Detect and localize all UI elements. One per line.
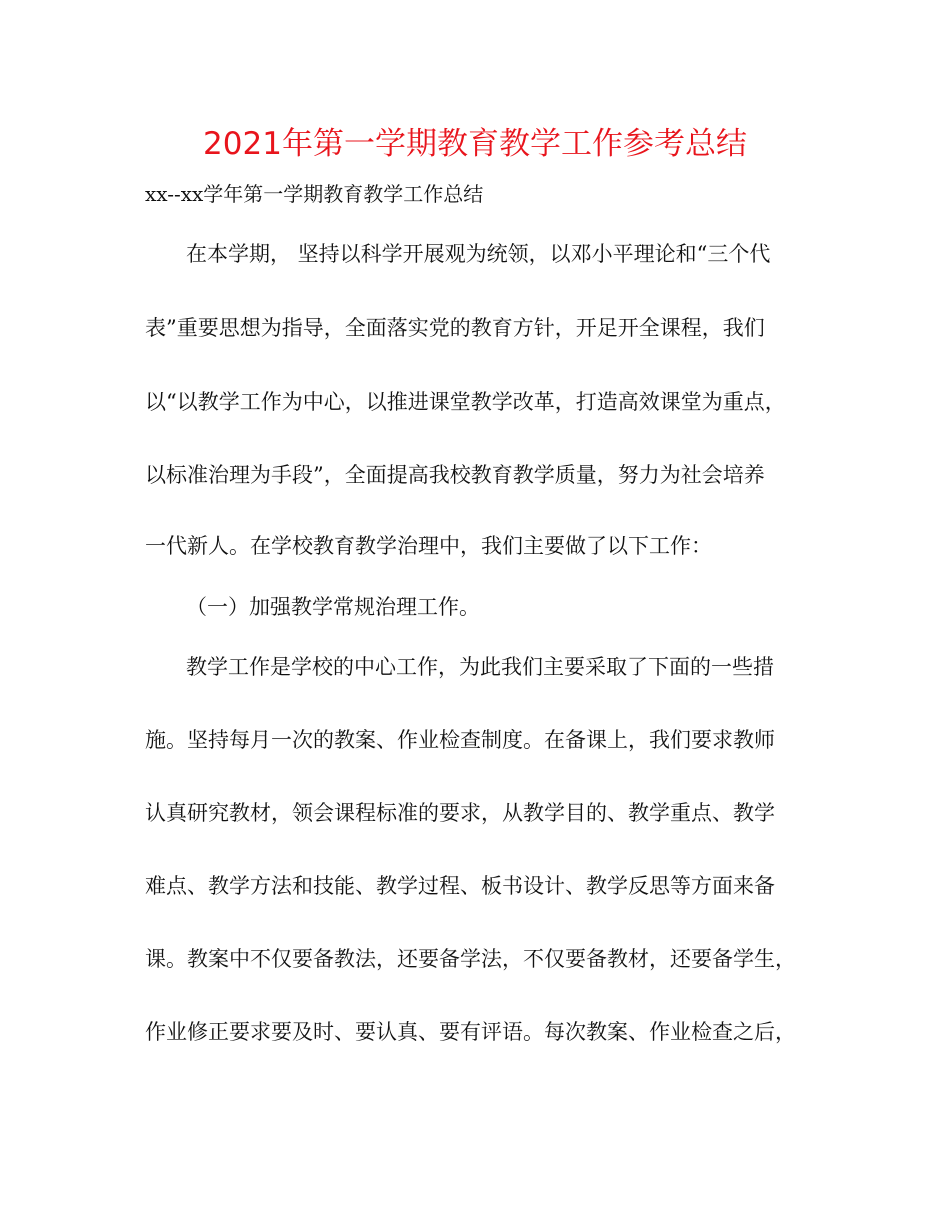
paragraph-line: 课。教案中不仅要备教法，还要备学法，不仅要备教材，还要备学生， xyxy=(145,947,796,971)
document-title: 2021年第一学期教育教学工作参考总结 xyxy=(203,126,747,162)
paragraph-line: 以标准治理为手段”，全面提高我校教育教学质量，努力为社会培养 xyxy=(145,463,765,487)
paragraph-line: 难点、教学方法和技能、教学过程、板书设计、教学反思等方面来备 xyxy=(145,874,775,898)
section-heading: （一）加强教学常规治理工作。 xyxy=(186,595,480,619)
paragraph-line: 一代新人。在学校教育教学治理中，我们主要做了以下工作： xyxy=(145,534,712,558)
paragraph-line: 教学工作是学校的中心工作，为此我们主要采取了下面的一些措 xyxy=(186,655,774,679)
document-subtitle: xx--xx学年第一学期教育教学工作总结 xyxy=(145,182,484,206)
paragraph-line: 在本学期， 坚持以科学开展观为统领，以邓小平理论和“三个代 xyxy=(186,242,771,266)
paragraph-line: 表”重要思想为指导，全面落实党的教育方针，开足开全课程，我们 xyxy=(145,316,765,340)
paragraph-line: 认真研究教材，领会课程标准的要求，从教学目的、教学重点、教学 xyxy=(145,801,775,825)
paragraph-line: 施。坚持每月一次的教案、作业检查制度。在备课上，我们要求教师 xyxy=(145,728,775,752)
paragraph-line: 以“以教学工作为中心，以推进课堂教学改革，打造高效课堂为重点， xyxy=(145,390,786,414)
paragraph-line: 作业修正要求要及时、要认真、要有评语。每次教案、作业检查之后， xyxy=(145,1020,796,1044)
